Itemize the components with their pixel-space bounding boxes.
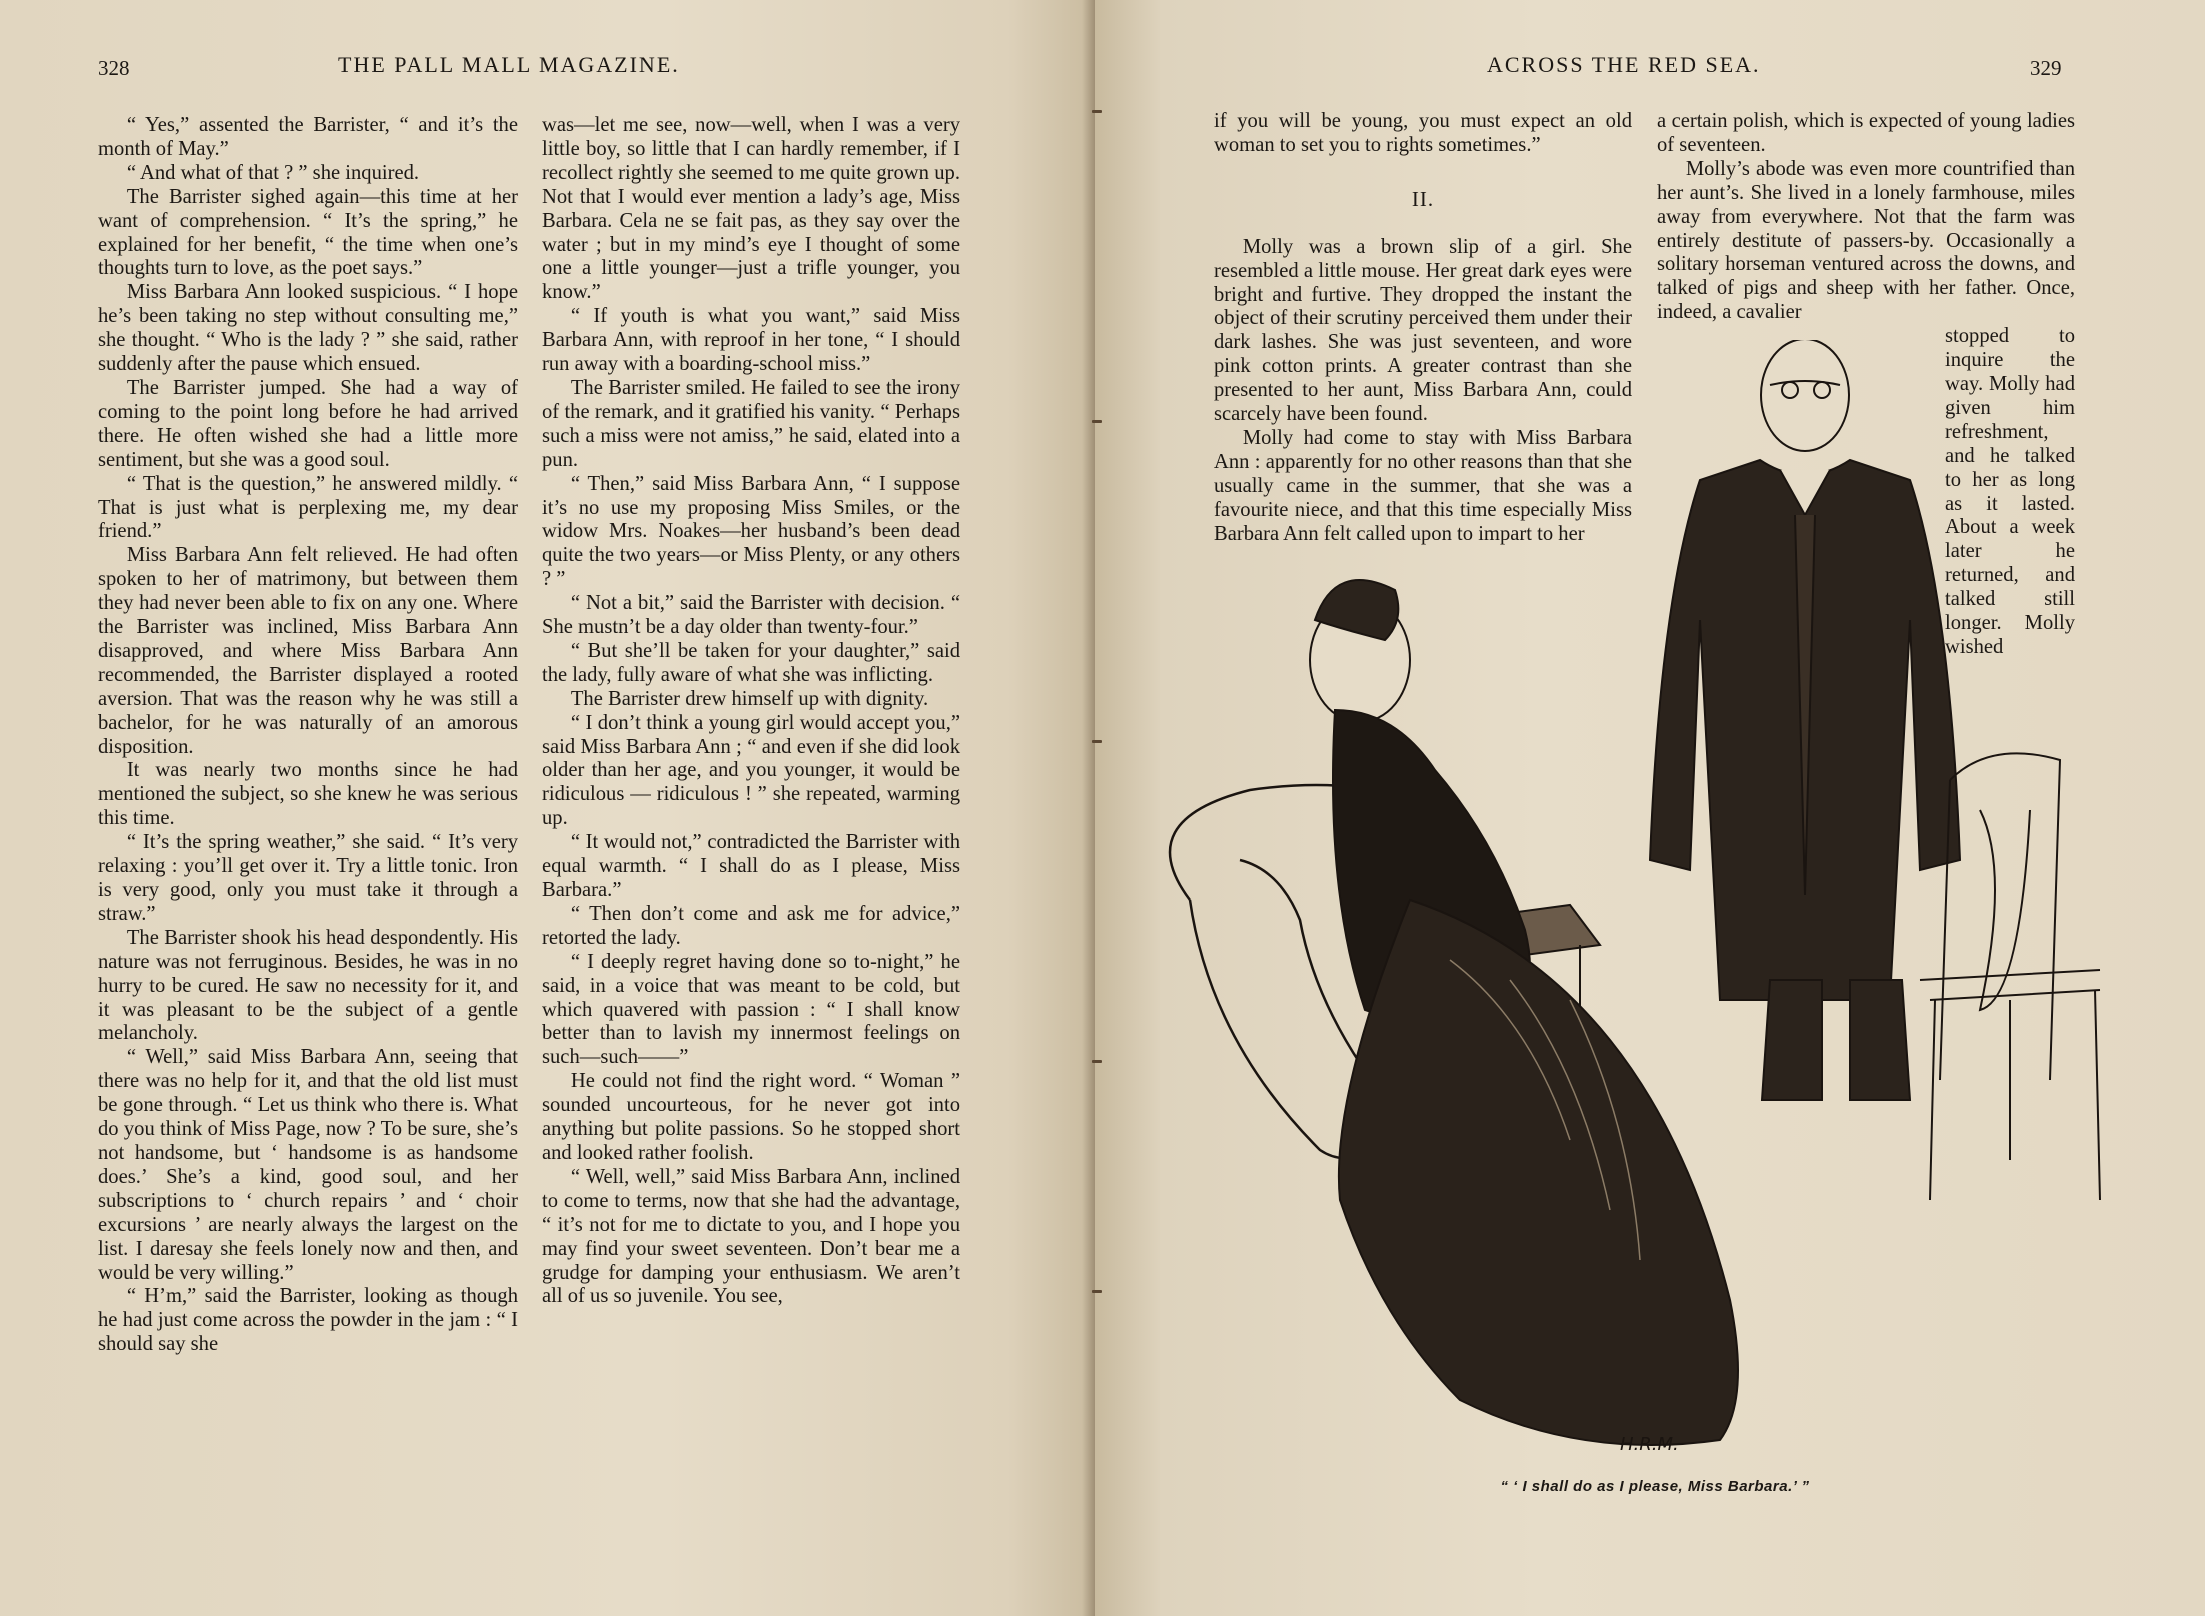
left-running-head: THE PALL MALL MAGAZINE. [338,52,680,77]
paragraph: Miss Barbara Ann felt relieved. He had often spoken to her of matrimony, but between them they had never been able to fix on any one. Where the Barrister was inclined, Miss Barbara Ann disapproved, and where Miss Barbara Ann recommended, the Barrister displayed a rooted aversion. That was the reason why he was still a bachelor, for he was naturally of an amorous disposition. [98,544,518,758]
paragraph: a certain polish, which is expected of young ladies of seventeen. [1657,110,2075,156]
section-heading: II. [1411,186,1435,211]
paragraph: The Barrister smiled. He failed to see the irony of the remark, and it gratified his vanity. “ Perhaps such a miss were not amiss,” he said, elated into a pun. [542,376,960,471]
paragraph: “ That is the question,” he answered mildly. “ That is just what is perplexing me, my dear friend.” [98,472,518,543]
left-folio: 328 [98,56,130,80]
paragraph: “ I don’t think a young girl would accept you,” said Miss Barbara Ann ; “ and even if she did look older than her age, and you younger, it would be ridiculous — ridiculous ! ” she repeated, warming up. [542,711,960,830]
paragraph: “ Well, well,” said Miss Barbara Ann, inclined to come to terms, now that she had the advantage, “ it’s not for me to dictate to you, and I hope you may find your sweet seventeen. Don’t bear me a grudge for damping your enthusiasm. We aren’t all of us so juvenile. You see, [542,1165,960,1308]
paragraph: Molly was a brown slip of a girl. She resembled a little mouse. Her great dark eyes were bright and furtive. They dropped the instant the object of their scrutiny perceived them under their dark lashes. She was just seventeen, and wore pink cotton prints. A greater contrast than she presented to her aunt, Miss Barbara Ann, could scarcely have been found. [1214,235,1632,426]
right-running-head: ACROSS THE RED SEA. [1487,52,1761,77]
paragraph: “ H’m,” said the Barrister, looking as though he had just come across the powder in the jam : “ I should say she [98,1285,518,1356]
artist-signature: H.R.M. [1620,1434,1679,1455]
binding-stitch [1092,740,1102,743]
paragraph: “ Well,” said Miss Barbara Ann, seeing that there was no help for it, and that the old list must be gone through. “ Let us think who there is. What do you think of Miss Page, now ? To be sure, she’s not handsome, but ‘ handsome is as handsome does.’ She’s a kind, good soul, and her subscriptions to ‘ church repairs ’ and ‘ choir excursions ’ are nearly always the largest on the list. I daresay she feels lonely now and then, and would be very willing.” [98,1046,518,1284]
paragraph: The Barrister jumped. She had a way of coming to the point long before he had arrived there. He often wished she had a little more sentiment, but she was a good soul. [98,376,518,471]
paragraph: was—let me see, now—well, when I was a very little boy, so little that I can hardly remember, if I recollect rightly she seemed to me quite grown up. Not that I would ever mention a lady’s age, Miss Barbara. Cela ne se fait pas, as they say over the water ; but in my mind’s eye I thought of some one a little younger—just a trifle younger, you know.” [542,114,960,304]
paragraph-narrow: stopped to inquire the way. Molly had given him refreshment, and he talked to her as long as it lasted. About a week later he returned, and talked still longer. Molly wished [1945,325,2075,658]
paragraph: “ I deeply regret having done so to-night,” he said, in a voice that was meant to be cold, but which quavered with passion : “ I shall know better than to lavish my innermost feelings on such—such——” [542,950,960,1069]
paragraph: “ Not a bit,” said the Barrister with decision. “ She mustn’t be a day older than twenty-four.” [542,592,960,639]
binding-stitch [1092,420,1102,423]
left-column-2 [542,114,960,1309]
engraving-illustration [1150,340,2110,1480]
binding-stitch [1092,1290,1102,1293]
paragraph: if you will be young, you must expect an old woman to set you to rights sometimes.” [1214,110,1632,156]
paragraph: Molly had come to stay with Miss Barbara Ann : apparently for no other reasons than that she usually came in the summer, that she was a favourite niece, and that this time especially Miss Barbara Ann felt called upon to impart to her [1214,426,1632,545]
paragraph: “ If youth is what you want,” said Miss Barbara Ann, with reproof in her tone, “ I should run away with a boarding-school miss.” [542,305,960,376]
binding-stitch [1092,1060,1102,1063]
paragraph: Molly’s abode was even more countrified than her aunt’s. She lived in a lonely farmhouse, miles away from everywhere. Not that the farm was entirely destitute of passers-by. Occasionally a solitary horseman ventured across the downs, and talked of pigs and sheep with her father. Once, indeed, a cavalier [1657,157,2075,324]
left-page [0,0,1095,1616]
paragraph: The Barrister shook his head despondently. His nature was not ferruginous. Besides, he was in no hurry to be cured. He saw no necessity for it, and it was pleasant to be the subject of a gentle melancholy. [98,926,518,1045]
right-folio: 329 [2030,56,2062,80]
paragraph: “ It’s the spring weather,” she said. “ It’s very relaxing : you’ll get over it. Try a little tonic. Iron is very good, only you must take it through a straw.” [98,831,518,925]
paragraph: “ Then,” said Miss Barbara Ann, “ I suppose it’s no use my proposing Miss Smiles, or the widow Mrs. Noakes—her husband’s been dead quite the two years—or Miss Plenty, or any others ? ” [542,472,960,591]
paragraph: The Barrister sighed again—this time at her want of comprehension. “ It’s the spring,” he explained for her benefit, “ the time when one’s thoughts turn to love, as the poet says.” [98,185,518,280]
paragraph: “ Yes,” assented the Barrister, “ and it’s the month of May.” [98,114,518,160]
paragraph: “ It would not,” contradicted the Barrister with equal warmth. “ I shall do as I please, Miss Barbara.” [542,831,960,901]
paragraph: He could not find the right word. “ Woman ” sounded uncourteous, for he never got into anything but polite passions. So he stopped short and looked rather foolish. [542,1070,960,1164]
paragraph: “ Then don’t come and ask me for advice,” retorted the lady. [542,902,960,949]
binding-stitch [1092,110,1102,113]
paragraph: The Barrister drew himself up with dignity. [570,687,929,710]
gentleman-figure [1650,340,1960,1100]
paragraph: “ But she’ll be taken for your daughter,” said the lady, fully aware of what she was inflicting. [542,639,960,686]
paragraph: “ And what of that ? ” she inquired. [126,161,420,184]
paragraph: It was nearly two months since he had mentioned the subject, so she knew he was serious this time. [98,759,518,830]
left-column-1 [98,114,518,1357]
paragraph: Miss Barbara Ann looked suspicious. “ I hope he’s been taking no step without consulting me,” she thought. “ Who is the lady ? ” she said, rather suddenly after the pause which ensued. [98,281,518,376]
illustration-caption: “ ‘ I shall do as I please, Miss Barbara.’ ” [1500,1478,1810,1495]
